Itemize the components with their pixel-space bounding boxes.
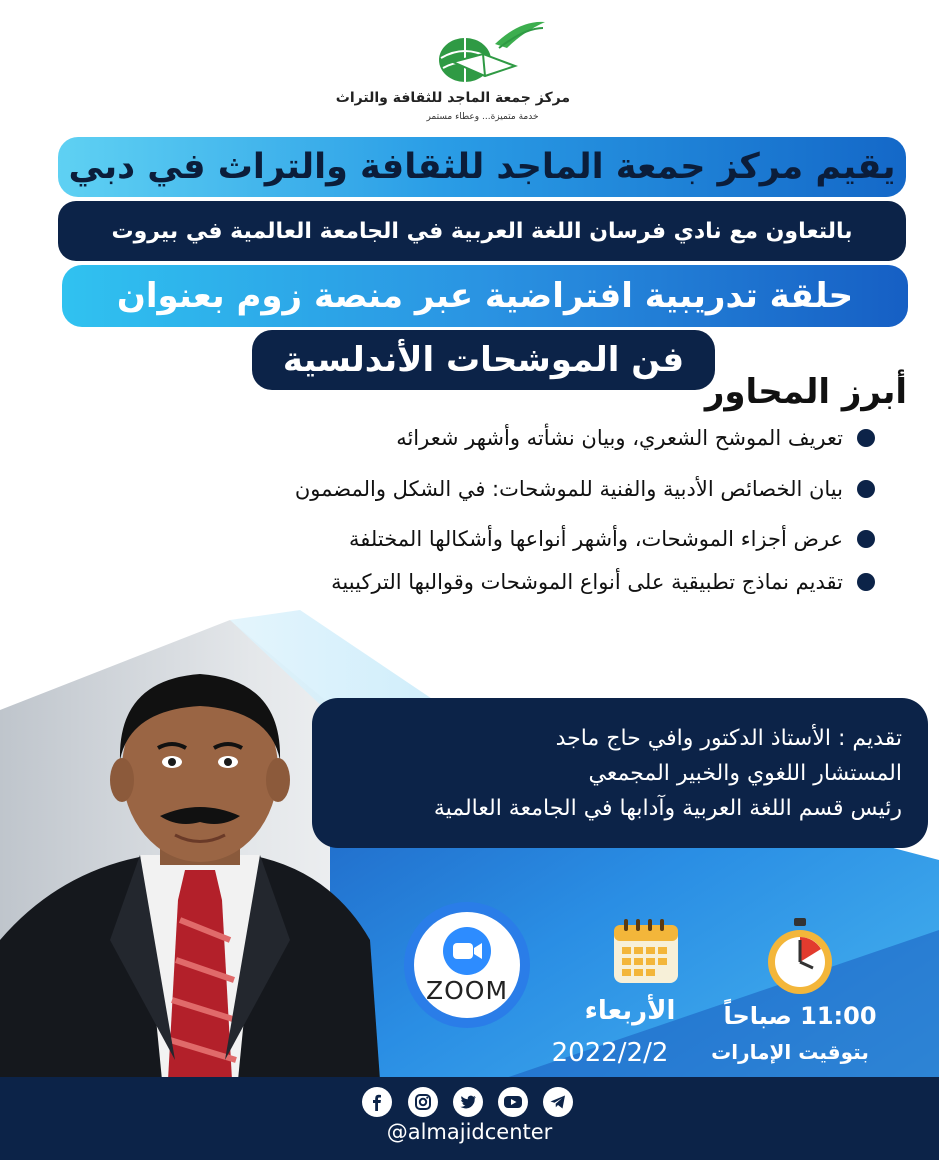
center-logo [335,14,570,134]
bullet-icon [857,573,875,591]
organizer-banner: يقيم مركز جمعة الماجد للثقافة والتراث في دبي [58,137,906,197]
facebook-icon[interactable] [362,1087,392,1117]
event-date: 2022/2/2 [551,1038,669,1068]
event-type-banner: حلقة تدريبية افتراضية عبر منصة زوم بعنوان [62,265,908,327]
partner-banner: بالتعاون مع نادي فرسان اللغة العربية في الجامعة العالمية في بيروت [58,201,906,261]
axes-title: أبرز المحاور [704,372,907,412]
event-time: 11:00 صباحاً [723,1002,877,1030]
stopwatch-icon [765,918,835,996]
zoom-camera-icon [442,926,492,976]
telegram-icon[interactable] [543,1087,573,1117]
calendar-icon [610,915,682,987]
axis-item-text: بيان الخصائص الأدبية والفنية للموشحات: في الشكل والمضمون [294,477,843,501]
presenter-card [312,698,928,848]
zoom-label: ZOOM [425,976,509,1005]
bullet-icon [857,480,875,498]
twitter-icon[interactable] [453,1087,483,1117]
axis-item [295,477,875,501]
axis-item [349,527,875,551]
axis-item [331,570,875,594]
book-globe-logo-icon [395,14,570,90]
social-handle[interactable]: @almajidcenter [386,1120,553,1144]
logo-tagline: خدمة متميزة... وعطاء مستمر [426,112,539,122]
logo-name: مركز جمعة الماجد للثقافة والتراث [335,90,570,106]
axis-item [396,426,875,450]
bullet-icon [857,530,875,548]
axis-item-text: تعريف الموشح الشعري، وبيان نشأته وأشهر شعرائه [396,426,843,450]
presenter-position: رئيس قسم اللغة العربية وآدابها في الجامعة العالمية [433,796,902,821]
presenter-name: تقديم : الأستاذ الدكتور وافي حاج ماجد [555,726,902,751]
youtube-icon[interactable] [498,1087,528,1117]
axis-item-text: تقديم نماذج تطبيقية على أنواع الموشحات وقوالبها التركيبية [331,570,843,594]
instagram-icon[interactable] [408,1087,438,1117]
event-day: الأربعاء [584,996,676,1026]
event-timezone: بتوقيت الإمارات [711,1040,869,1064]
axis-item-text: عرض أجزاء الموشحات، وأشهر أنواعها وأشكالها المختلفة [349,527,843,551]
zoom-badge [404,902,530,1028]
bullet-icon [857,429,875,447]
topic-banner: فن الموشحات الأندلسية [252,330,715,390]
presenter-title: المستشار اللغوي والخبير المجمعي [588,761,902,786]
